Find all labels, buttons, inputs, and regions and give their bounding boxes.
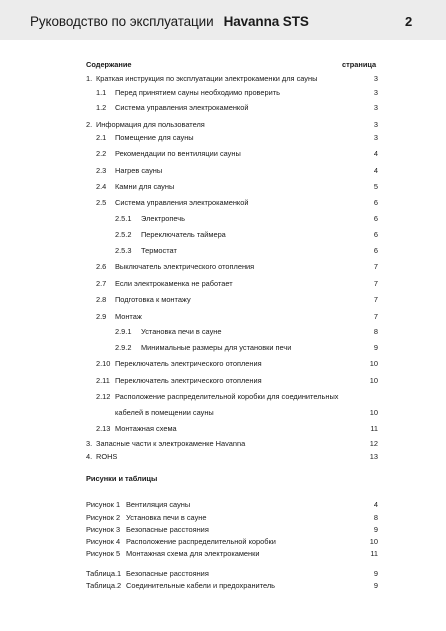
table-title: Соединительные кабели и предохранитель (126, 581, 275, 590)
toc-entry-title: Установка печи в сауне (141, 327, 222, 336)
figure-number: 3 (116, 525, 121, 534)
toc-entry-title: Камни для сауны (115, 182, 175, 191)
toc-entry-title: Термостат (141, 246, 177, 255)
toc-entry-page: 3 (373, 88, 378, 97)
toc-entry-page: 10 (369, 376, 378, 385)
toc-entry-number: 2.13 (96, 424, 111, 433)
toc-entry-title: Запасные части к электрокаменке Havanna (96, 439, 246, 448)
figure-title: Монтажная схема для электрокаменки (126, 549, 260, 558)
toc-entry-number: 1.2 (96, 103, 107, 112)
toc-entry-title: Переключатель электрического отопления (115, 359, 262, 368)
toc-entry-number: 2.7 (96, 279, 107, 288)
toc-entry-page: 3 (373, 74, 378, 83)
toc-entry-number: 2.8 (96, 295, 107, 304)
toc-entry-number: 2.5.1 (115, 214, 132, 223)
table-label: Таблица. (86, 569, 118, 578)
toc-entry-number: 2.3 (96, 166, 107, 175)
figure-page: 10 (369, 537, 378, 546)
toc-entry-title: Электропечь (141, 214, 185, 223)
table-title: Безопасные расстояния (126, 569, 209, 578)
page-column-heading: страница (342, 60, 377, 69)
toc-entry-page: 3 (373, 120, 378, 129)
figure-label: Рисунок (86, 500, 114, 509)
toc-entry-number: 3. (86, 439, 93, 448)
toc-entry-title: Краткая инструкция по эксплуатации электрокаменки для сауны (96, 74, 318, 83)
toc-entry-page: 10 (369, 408, 378, 417)
toc-entry-page: 13 (369, 452, 378, 461)
figure-page: 8 (373, 513, 378, 522)
toc-entry-number: 4. (86, 452, 93, 461)
toc-entry-number: 2.5.2 (115, 230, 132, 239)
toc-entry-page: 3 (373, 103, 378, 112)
toc-entry-title: Подготовка к монтажу (115, 295, 191, 304)
table-number: 2 (117, 581, 122, 590)
toc-entry-page: 10 (369, 359, 378, 368)
toc-entry-title: Система управления электрокаменкой (115, 103, 249, 112)
toc-entry-title: Информация для пользователя (96, 120, 205, 129)
toc-entry-page: 6 (373, 214, 378, 223)
figures-heading: Рисунки и таблицы (86, 474, 158, 483)
toc-entry-title: Рекомендации по вентиляции сауны (115, 149, 241, 158)
figure-number: 1 (116, 500, 121, 509)
toc-entry-number: 2. (86, 120, 93, 129)
figure-label: Рисунок (86, 537, 114, 546)
toc-entry-number: 2.9.1 (115, 327, 132, 336)
toc-entry-title: кабелей в помещении сауны (115, 408, 214, 417)
page-number: 2 (405, 14, 413, 29)
toc-entry-title: ROHS (96, 452, 118, 461)
toc-entry-page: 11 (370, 424, 378, 433)
manual-title: Руководство по эксплуатации (30, 14, 214, 29)
toc-entry-title: Перед принятием сауны необходимо проверить (115, 88, 280, 97)
toc-heading: Содержание (86, 60, 132, 69)
toc-entry-title: Переключатель таймера (141, 230, 226, 239)
toc-entry-number: 1. (86, 74, 93, 83)
toc-entry-number: 2.6 (96, 262, 107, 271)
table-page: 9 (373, 569, 378, 578)
toc-entry-number: 2.4 (96, 182, 107, 191)
toc-entry-page: 4 (373, 149, 378, 158)
toc-entry-title: Выключатель электрического отопления (115, 262, 255, 271)
toc-entry-page: 7 (373, 279, 378, 288)
toc-entry-page: 7 (373, 295, 378, 304)
toc-entry-number: 2.9.2 (115, 343, 132, 352)
toc-entry-title: Помещение для сауны (115, 133, 194, 142)
toc-entry-page: 7 (373, 262, 378, 271)
toc-entry-page: 6 (373, 230, 378, 239)
toc-entry-title: Расположение распределительной коробки для соединительных (115, 392, 339, 401)
table-number: 1 (117, 569, 122, 578)
toc-entry-number: 2.5.3 (115, 246, 132, 255)
figure-page: 11 (370, 549, 378, 558)
figure-label: Рисунок (86, 525, 114, 534)
toc-entry-title: Минимальные размеры для установки печи (141, 343, 292, 352)
toc-entry-page: 6 (373, 198, 378, 207)
figure-page: 4 (373, 500, 378, 509)
toc-entry-number: 2.5 (96, 198, 107, 207)
toc-entry-number: 2.12 (96, 392, 111, 401)
toc-entry-number: 1.1 (96, 88, 107, 97)
toc-entry-title: Монтаж (115, 312, 142, 321)
figure-number: 4 (116, 537, 121, 546)
figure-page: 9 (373, 525, 378, 534)
toc-entry-page: 6 (373, 246, 378, 255)
product-name: Havanna STS (223, 14, 309, 29)
toc-entry-page: 5 (373, 182, 378, 191)
figure-title: Расположение распределительной коробки (126, 537, 276, 546)
figure-label: Рисунок (86, 549, 114, 558)
figure-title: Установка печи в сауне (126, 513, 207, 522)
toc-entry-page: 3 (373, 133, 378, 142)
toc-entry-number: 2.9 (96, 312, 107, 321)
toc-entry-title: Монтажная схема (115, 424, 177, 433)
toc-entry-number: 2.2 (96, 149, 107, 158)
figure-title: Безопасные расстояния (126, 525, 209, 534)
table-label: Таблица. (86, 581, 118, 590)
figure-label: Рисунок (86, 513, 114, 522)
toc-entry-title: Если электрокаменка не работает (115, 279, 233, 288)
toc-entry-title: Система управления электрокаменкой (115, 198, 249, 207)
toc-entry-page: 9 (373, 343, 378, 352)
figure-number: 2 (116, 513, 121, 522)
toc-entry-title: Переключатель электрического отопления (115, 376, 262, 385)
toc-entry-title: Нагрев сауны (115, 166, 163, 175)
figure-title: Вентиляция сауны (126, 500, 191, 509)
figure-number: 5 (116, 549, 121, 558)
toc-entry-page: 4 (373, 166, 378, 175)
toc-entry-number: 2.10 (96, 359, 111, 368)
table-page: 9 (373, 581, 378, 590)
toc-entry-page: 12 (369, 439, 378, 448)
toc-entry-number: 2.1 (96, 133, 107, 142)
toc-entry-number: 2.11 (96, 376, 110, 385)
toc-entry-page: 8 (373, 327, 378, 336)
toc-entry-page: 7 (373, 312, 378, 321)
